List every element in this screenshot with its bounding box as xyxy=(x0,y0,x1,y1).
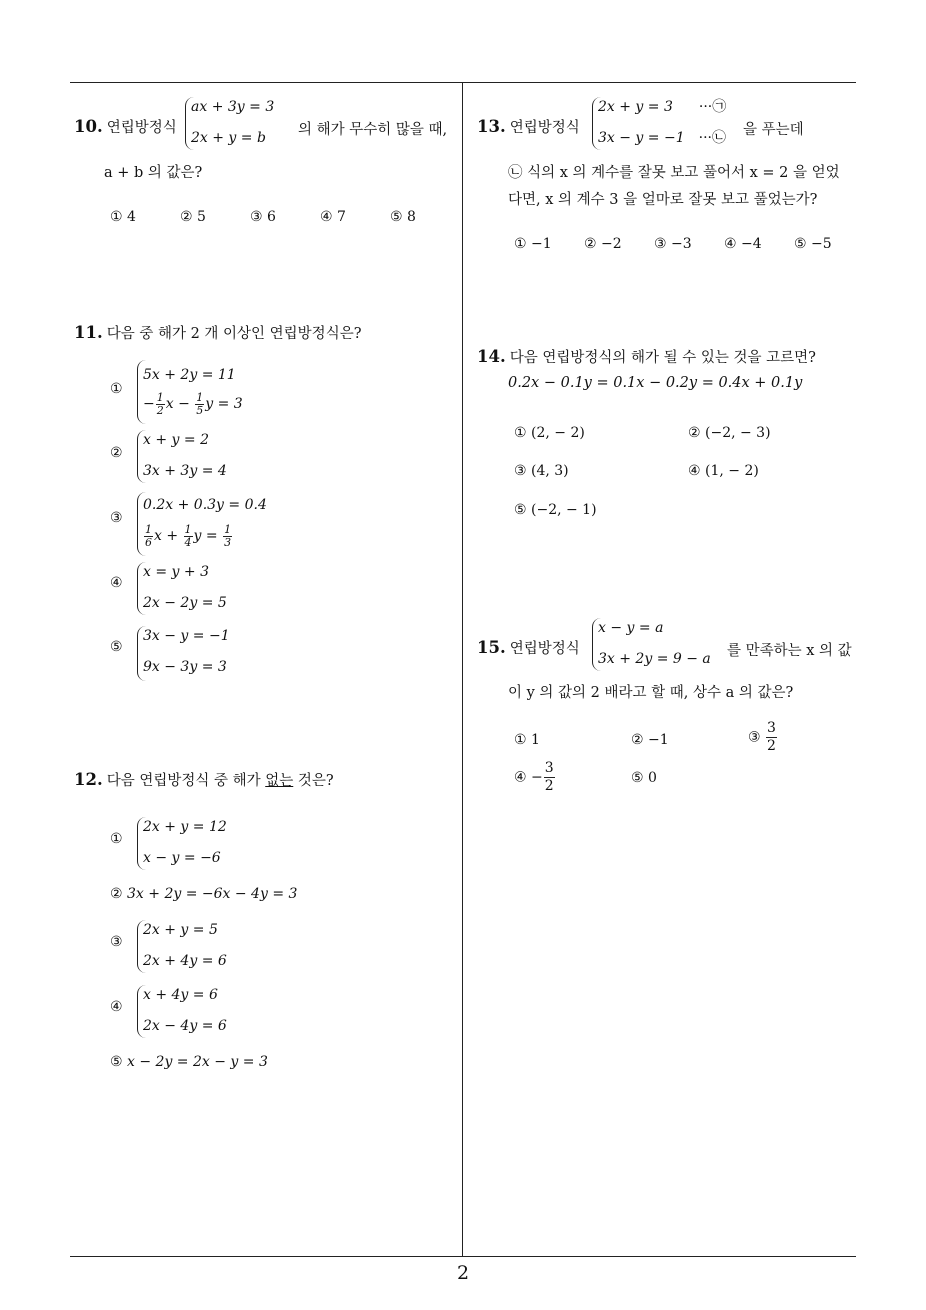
q11-o2-eq1: x + y = 2 xyxy=(143,432,209,448)
q12-text-post: 것은? xyxy=(297,773,334,789)
q15-opt4-fraction: $\frac{3}{2}$ xyxy=(544,760,554,794)
q14-number: 14. xyxy=(477,347,506,366)
q15-lead: 연립방정식 xyxy=(509,641,580,657)
q10-option-3[interactable]: ③ 6 xyxy=(250,209,276,225)
page-number: 2 xyxy=(456,1262,470,1284)
q12-o3-eq2: 2x + 4y = 6 xyxy=(143,953,227,969)
q11-option-1-system xyxy=(137,360,243,424)
q10-number: 10. xyxy=(74,117,103,136)
q12-text-underlined: 없는 xyxy=(265,773,294,789)
q15-option-3[interactable] xyxy=(748,720,778,755)
q15-option-5[interactable]: ⑤ 0 xyxy=(631,770,657,786)
q12-o2-eq: 3x + 2y = −6x − 4y = 3 xyxy=(127,886,298,902)
q14-option-3[interactable]: ③ (4, 3) xyxy=(514,463,569,479)
q11-option-4-system xyxy=(137,562,227,615)
q12-text-pre: 다음 연립방정식 중 해가 xyxy=(106,773,261,789)
q14-option-2[interactable]: ② (−2, − 3) xyxy=(688,425,771,441)
q10-lead: 연립방정식 xyxy=(106,120,177,136)
q12-option-5[interactable] xyxy=(110,1054,268,1070)
q12-o5-eq: x − 2y = 2x − y = 3 xyxy=(127,1054,268,1070)
q15-line2: 이 y 의 값의 2 배라고 할 때, 상수 a 의 값은? xyxy=(508,685,794,701)
q12-marker-1[interactable]: ① xyxy=(110,831,123,847)
q13-eq1-row: 2x + y = 3 ···㉠ xyxy=(598,99,727,115)
q14-text: 다음 연립방정식의 해가 될 수 있는 것을 고르면? xyxy=(509,350,816,366)
q13-tail: 을 푸는데 xyxy=(743,122,804,138)
q14-option-4[interactable]: ④ (1, − 2) xyxy=(688,463,759,479)
q15-eq2: 3x + 2y = 9 − a xyxy=(598,651,711,667)
q10-line2: a + b 의 값은? xyxy=(104,165,203,181)
q10-tail: 의 해가 무수히 많을 때, xyxy=(298,122,448,138)
q11-o3-eq2: $\frac{1}{6}$ x + $\frac{1}{4}$ y = $\frac{1}{3}$ xyxy=(145,522,232,549)
q11-marker-2[interactable]: ② xyxy=(110,445,123,461)
q15-option-2[interactable]: ② −1 xyxy=(631,732,669,748)
top-rule xyxy=(70,82,856,83)
q10-option-2[interactable]: ② 5 xyxy=(180,209,206,225)
q14-equation: 0.2x − 0.1y = 0.1x − 0.2y = 0.4x + 0.1y xyxy=(508,375,803,391)
q12-option-1-system xyxy=(137,817,227,870)
q15-number: 15. xyxy=(477,638,506,657)
q12-option-4-system xyxy=(137,985,227,1038)
q14-option-1[interactable]: ① (2, − 2) xyxy=(514,425,585,441)
q11-o1-eq2: − $\frac{1}{2}$ x − $\frac{1}{5}$ y = 3 xyxy=(143,390,243,417)
q13-lead: 연립방정식 xyxy=(509,120,580,136)
q11-option-3-system xyxy=(137,492,267,556)
q11-o5-eq1: 3x − y = −1 xyxy=(143,628,230,644)
q11-option-5-system xyxy=(137,626,230,681)
q13-number: 13. xyxy=(477,117,506,136)
q15-system xyxy=(592,618,711,671)
q15-eq1: x − y = a xyxy=(598,620,664,636)
q13-option-1[interactable]: ① −1 xyxy=(514,236,552,252)
q12-o1-eq1: 2x + y = 12 xyxy=(143,819,227,835)
q11-number: 11. xyxy=(74,323,103,342)
q13-system xyxy=(592,97,726,150)
column-divider xyxy=(462,82,463,1256)
q12-number: 12. xyxy=(74,770,103,789)
q12-o3-eq1: 2x + y = 5 xyxy=(143,922,218,938)
q12-marker-4[interactable]: ④ xyxy=(110,999,123,1015)
q12-marker-5: ⑤ xyxy=(110,1054,123,1070)
q12-option-2[interactable] xyxy=(110,886,297,902)
q13-option-3[interactable]: ③ −3 xyxy=(654,236,692,252)
q12-o1-eq2: x − y = −6 xyxy=(143,850,221,866)
q13-line3: 다면, x 의 계수 3 을 얼마로 잘못 보고 풀었는가? xyxy=(508,192,818,208)
bottom-rule xyxy=(70,1256,856,1257)
q12-option-3-system xyxy=(137,920,227,973)
q11-o3-eq1: 0.2x + 0.3y = 0.4 xyxy=(143,497,267,513)
q12-o4-eq1: x + 4y = 6 xyxy=(143,987,218,1003)
q10-option-4[interactable]: ④ 7 xyxy=(320,209,346,225)
q11-marker-1[interactable]: ① xyxy=(110,381,123,397)
q15-tail: 를 만족하는 x 의 값 xyxy=(727,643,852,659)
q13-option-2[interactable]: ② −2 xyxy=(584,236,622,252)
q11-o4-eq2: 2x − 2y = 5 xyxy=(143,595,227,611)
q11-marker-4[interactable]: ④ xyxy=(110,575,123,591)
q11-marker-5[interactable]: ⑤ xyxy=(110,639,123,655)
q14-option-5[interactable]: ⑤ (−2, − 1) xyxy=(514,502,597,518)
q11-text: 다음 중 해가 2 개 이상인 연립방정식은? xyxy=(106,326,362,342)
q15-marker-4: ④ − xyxy=(514,769,543,786)
q15-opt3-fraction: $\frac{3}{2}$ xyxy=(767,720,776,754)
q11-o2-eq2: 3x + 3y = 4 xyxy=(143,463,227,479)
q11-o1-eq1: 5x + 2y = 11 xyxy=(143,367,236,383)
q15-marker-3: ③ xyxy=(748,729,761,746)
q11-marker-3[interactable]: ③ xyxy=(110,510,123,526)
q15-option-4[interactable] xyxy=(514,760,556,795)
q11-o4-eq1: x = y + 3 xyxy=(143,564,209,580)
q12-marker-3[interactable]: ③ xyxy=(110,934,123,950)
q10-system xyxy=(185,97,274,150)
q10-option-5[interactable]: ⑤ 8 xyxy=(390,209,416,225)
q11-option-2-system xyxy=(137,430,227,483)
q10-option-1[interactable]: ① 4 xyxy=(110,209,136,225)
q13-line2: ㉡ 식의 x 의 계수를 잘못 보고 풀어서 x = 2 을 얻었 xyxy=(508,165,840,181)
q13-option-5[interactable]: ⑤ −5 xyxy=(794,236,832,252)
q13-eq2-row: 3x − y = −1 ···㉡ xyxy=(598,130,726,146)
q10-eq1: ax + 3y = 3 xyxy=(191,99,275,115)
q12-marker-2: ② xyxy=(110,886,123,902)
q12-o4-eq2: 2x − 4y = 6 xyxy=(143,1018,227,1034)
q11-o5-eq2: 9x − 3y = 3 xyxy=(143,659,227,675)
q13-option-4[interactable]: ④ −4 xyxy=(724,236,762,252)
q10-eq2: 2x + y = b xyxy=(191,130,266,146)
q15-option-1[interactable]: ① 1 xyxy=(514,732,540,748)
